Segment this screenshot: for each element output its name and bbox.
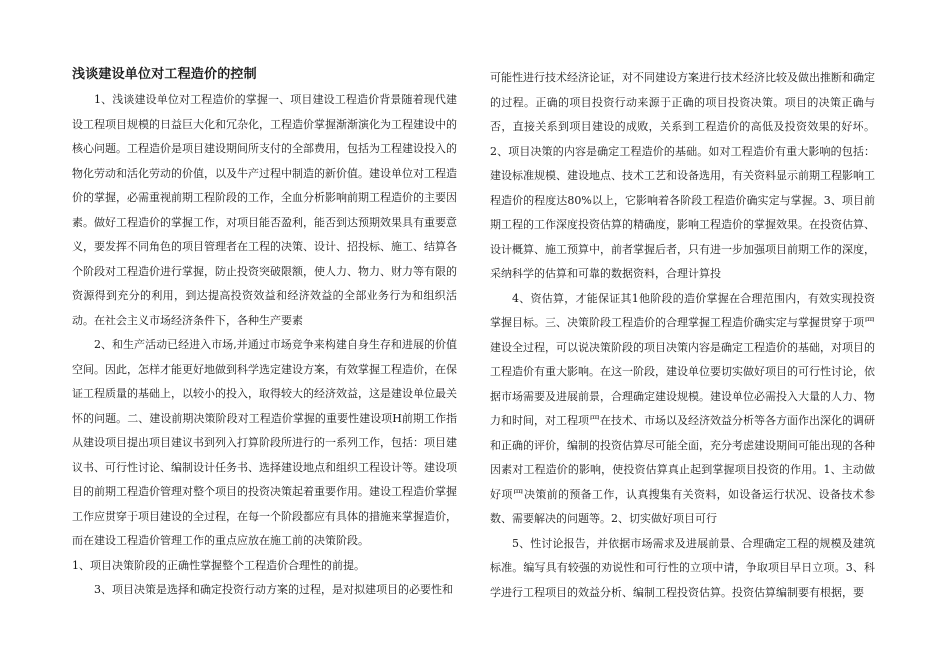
paragraph: 2、和生产活动已经进入市场,并通过市场竞争来构建自身生存和进展的价值空间。因此，怎样才能更好地做到科学选定建设方案，有效掌握工程造价，在保证工程质量的基础上，以较小的投入，取得较大的经济效益，这是建设单位最关怀的问题。二、建设前期决策阶段对工程造价掌握的重要性建设项H前期工作指从建设项目提出项目建议书到列入打算阶段所进行的一系列工作，包括：项目建议书、可行性讨论、编制设计任务书、选择建设地点和组织工程设计等。建设项目的前期工程造价管理对整个项目的投资决策起着重要作用。建设工程造价掌握工作应贯穿于项目建设的全过程，在每一个阶段都应有具体的措施来掌握造价，而在建设工程造价管理工作的重点应放在施工前的决策阶段。 (72, 338, 457, 547)
paragraph: 3、项目决策是选择和确定投资行动方案的过程，是对拟建项目的必要性和 (94, 583, 453, 596)
paragraph: 5、性讨论报告，并依据市场需求及进展前景、合理确定工程的规模及建筑标准。编写具有较强的劝说性和可行性的立项中请，争取项目早日立项。3、科学进行工程项目的效益分析、编制工程投资估算。投资估算编制要有根据，要 (490, 536, 875, 599)
paragraph: 可能性进行技术经济论证，对不同建设方案进行技术经济比较及做出推断和确定的过程。正确的项目投资行动来源于正确的项目投资决策。项目的决策正确与否，直接关系到项目建设的成败，关系到工程造价的高低及投资效果的好坏。2、项目决策的内容是确定工程造价的基础。如对工程造价有重大影响的包括：建设标准规模、建设地点、技术工艺和设备选用，有关资料显示前期工程影响工程造价的程度达80%以上，它影响着各阶段工程造价确实定与掌握。3、项目前期工程的工作深度投资估算的精确度，影响工程造价的掌握效果。在投资估算、设计概算、施工预算中，前者掌握后者，只有进一步加强项目前期工作的深度，采纳科学的估算和可靠的数据资料，合理计算投 (490, 71, 875, 280)
right-column (490, 66, 875, 605)
paragraph: 1、项目决策阶段的正确性掌握整个工程造价合理性的前提。 (72, 558, 365, 572)
paragraph: 4、资估算，才能保证其1他阶段的造价掌握在合理范围内，有效实现投资掌握目标。三、决策阶段工程造价的合理掌握工程造价确实定与掌握贯穿于项⺫建设全过程，可以说决策阶段的项目决策内容是确定工程造价的基础，对项目的工程造价有重大影响。在这一阶段，建设单位要切实做好项目的可行性讨论，依据市场需要及进展前景，合理确定建设规模。建设单位必需投入大量的人力、物力和时间，对工程项⺫在技术、市场以及经济效益分析等各方面作出深化的调研和正确的评价，编制的投资估算尽可能全面，充分考虑建设期间可能出现的各种因素对工程造价的影响，使投资估算真止起到掌握项目投资的作用。1、主动做好项⺫决策前的预备工作，认真搜集有关资料，如设备运行状况、设备技术参数、需要解决的问题等。2、切实做好项目可行 (490, 291, 875, 525)
paragraph: 1、浅谈建设单位对工程造价的掌握一、项目建设工程造价背景随着现代建设工程项目规模的日益巨大化和冗杂化，工程造价掌握渐渐演化为工程建设中的核心问题。工程造价是项目建设期间所支付的全部费用，包括为工程建设投入的物化劳动和活化劳动的价值，以及牛产过程中制造的新价值。建设单位对工程造价的掌握，必需重视前期工程阶段的工作，全血分析影响前期工程造价的主要因素。做好工程造价的掌握工作，对项目能否盈利，能否到达预期效果具有重要意义，要发挥不同角色的项目管理者在工程的决策、设计、招投标、施工、结算各个阶段对工程造价进行掌握，防止投资突破限额，使人力、物力、财力等有限的资源得到充分的利用，到达提高投资效益和经济效益的全部业务行为和组织活动。在社会主义市场经济条件下，各种生产要素 (72, 93, 457, 327)
document-title: 浅谈建设单位对工程造价的控制 (72, 67, 257, 82)
left-column (72, 64, 457, 603)
